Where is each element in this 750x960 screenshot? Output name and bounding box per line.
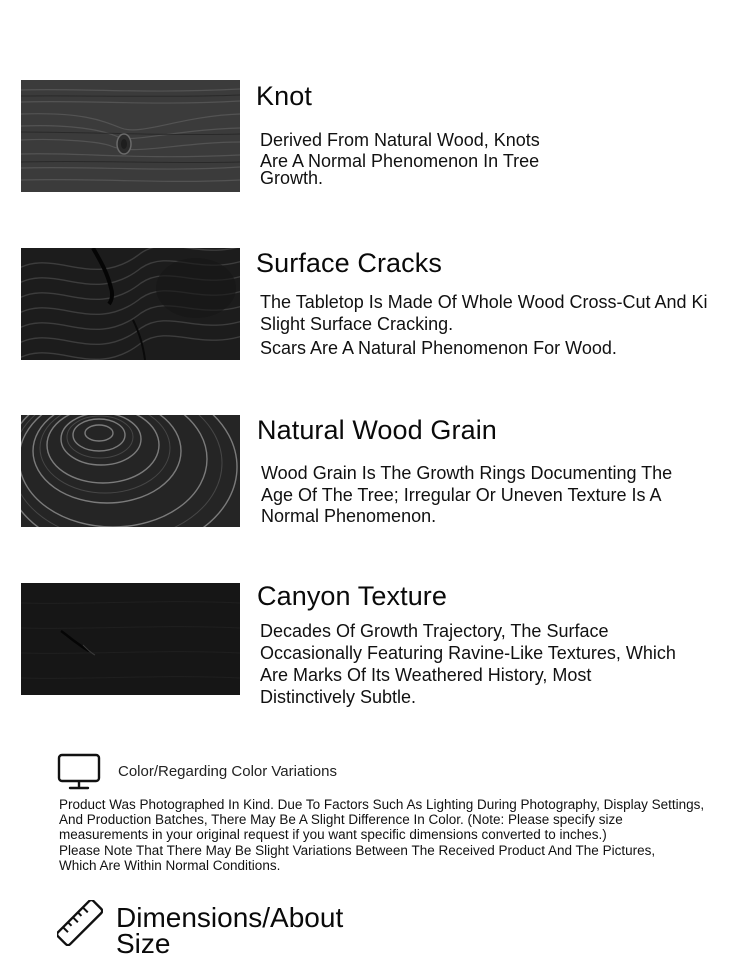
surface-cracks-wood-image	[21, 248, 240, 360]
ruler-icon	[57, 900, 103, 946]
feature-title: Canyon Texture	[257, 581, 448, 611]
canyon-texture-image	[21, 583, 240, 695]
feature-description: Wood Grain Is The Growth Rings Documenting The Age Of The Tree; Irregular Or Uneven Texture Is A Normal Phenomenon.	[261, 463, 673, 526]
feature-knot	[21, 80, 750, 192]
dimensions-title: Dimensions/About Size	[116, 902, 344, 959]
color-section-text: Product Was Photographed In Kind. Due To Factors Such As Lighting During Photography, Display Settings, And Production Batches, There May Be A Slight Difference In Color. (Note: Please specify size measurements in your original request if you want specific dimensions converted to inches.) Please Note That There May Be Slight Variations Between The Received Product And The Pictures, Which Are Within Normal Conditions.	[59, 797, 705, 873]
feature-title: Surface Cracks	[256, 248, 442, 278]
feature-description: Derived From Natural Wood, Knots Are A Normal Phenomenon In Tree Growth.	[260, 130, 540, 188]
feature-natural-wood-grain	[21, 415, 750, 527]
feature-description: Decades Of Growth Trajectory, The Surface Occasionally Featuring Ravine-Like Textures, Which Are Marks Of Its Weathered History, Most Distinctively Subtle.	[260, 621, 676, 707]
monitor-icon	[57, 753, 101, 791]
color-section-title: Color/Regarding Color Variations	[118, 763, 337, 780]
natural-wood-grain-image	[21, 415, 240, 527]
feature-title: Natural Wood Grain	[257, 415, 497, 445]
feature-title: Knot	[256, 81, 312, 111]
feature-canyon-texture	[21, 581, 750, 707]
knot-wood-image	[21, 80, 240, 192]
feature-description: The Tabletop Is Made Of Whole Wood Cross-Cut And Ki Slight Surface Cracking. Scars Are A Natural Phenomenon For Wood.	[260, 292, 708, 358]
feature-surface-cracks	[21, 248, 750, 360]
